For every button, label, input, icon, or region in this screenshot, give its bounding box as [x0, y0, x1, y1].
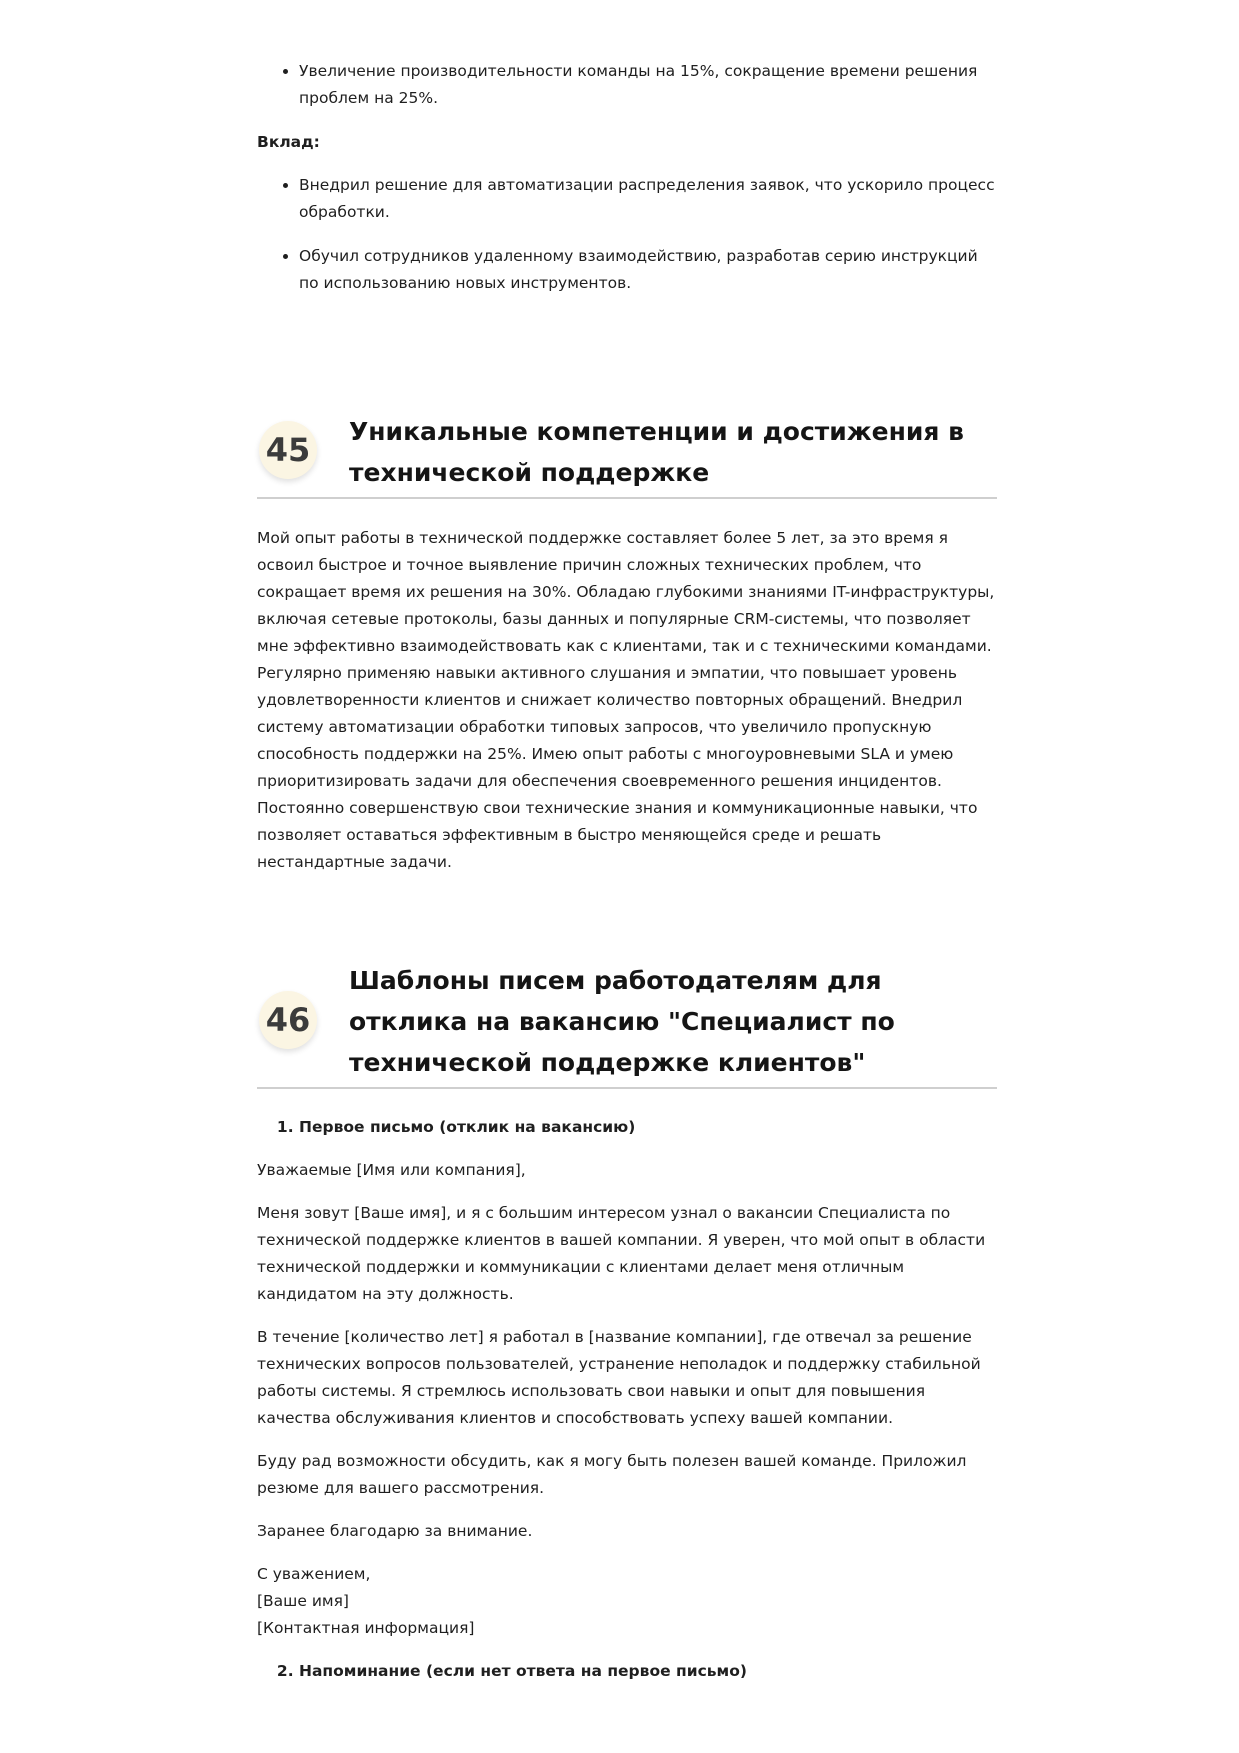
signoff-line: [Ваше имя]: [257, 1592, 349, 1610]
signoff-line: С уважением,: [257, 1565, 371, 1583]
section-45-title: Уникальные компетенции и достижения в технической поддержке: [349, 417, 964, 487]
list-item-first-letter: 1. Первое письмо (отклик на вакансию): [299, 1114, 997, 1141]
list-item: • Увеличение производительности команды на 15%, сокращение времени решения проблем на 25%.: [299, 58, 997, 112]
list-item: • Обучил сотрудников удаленному взаимодействию, разработав серию инструкций по использованию новых инструментов.: [299, 243, 997, 297]
list-item: • Внедрил решение для автоматизации распределения заявок, что ускорило процесс обработки.: [299, 172, 997, 226]
letter-paragraph: Буду рад возможности обсудить, как я могу быть полезен вашей команде. Приложил резюме для вашего рассмотрения.: [257, 1452, 967, 1497]
section-46-title: Шаблоны писем работодателям для отклика на вакансию "Специалист по технической поддержке клиентов": [349, 966, 895, 1077]
letter-paragraph: Меня зовут [Ваше имя], и я с большим интересом узнал о вакансии Специалиста по технической поддержке клиентов в вашей компании. Я уверен, что мой опыт в области технической поддержки и коммуникации с клиентами делает меня отличным кандидатом на эту должность.: [257, 1204, 986, 1303]
results-list: [257, 58, 997, 112]
letter-paragraph: В течение [количество лет] я работал в [название компании], где отвечал за решение технических вопросов пользователей, устранение неполадок и поддержку стабильной работы системы. Я стремлюсь использовать свои навыки и опыт для повышения качества обслуживания клиентов и способствовать успеху вашей компании.: [257, 1328, 981, 1427]
section-45-header: [257, 407, 997, 499]
intro-block: [257, 58, 997, 314]
contribution-label: Вклад:: [257, 133, 320, 151]
contribution-list: [257, 172, 997, 297]
section-46-header: [257, 955, 997, 1089]
section-46-body: [257, 1114, 997, 1685]
section-number-badge: 46: [259, 991, 317, 1049]
list-item-reminder: 2. Напоминание (если нет ответа на первое письмо): [299, 1658, 997, 1685]
section-45-body: [257, 525, 997, 876]
letters-list-1: [257, 1114, 997, 1141]
section-number-badge: 45: [259, 421, 317, 479]
letter-greeting: Уважаемые [Имя или компания],: [257, 1161, 526, 1179]
competencies-paragraph: Мой опыт работы в технической поддержке составляет более 5 лет, за это время я освоил быстрое и точное выявление причин сложных технических проблем, что сокращает время их решения на 30%. Обладаю глубокими знаниями IT-инфраструктуры, включая сетевые протоколы, базы данных и популярные CRM-системы, что позволяет мне эффективно взаимодействовать как с клиентами, так и с техническими командами. Регулярно применяю навыки активного слушания и эмпатии, что повышает уровень удовлетворенности клиентов и снижает количество повторных обращений. Внедрил систему автоматизации обработки типовых запросов, что увеличило пропускную способность поддержки на 25%. Имею опыт работы с многоуровневыми SLA и умею приоритизировать задачи для обеспечения своевременного решения инцидентов. Постоянно совершенствую свои технические знания и коммуникационные навыки, что позволяет оставаться эффективным в быстро меняющейся среде и решать нестандартные задачи.: [257, 529, 995, 871]
letter-paragraph: Заранее благодарю за внимание.: [257, 1522, 533, 1540]
letters-list-2: [257, 1658, 997, 1685]
signoff-line: [Контактная информация]: [257, 1619, 475, 1637]
letter-signoff: [257, 1561, 997, 1642]
